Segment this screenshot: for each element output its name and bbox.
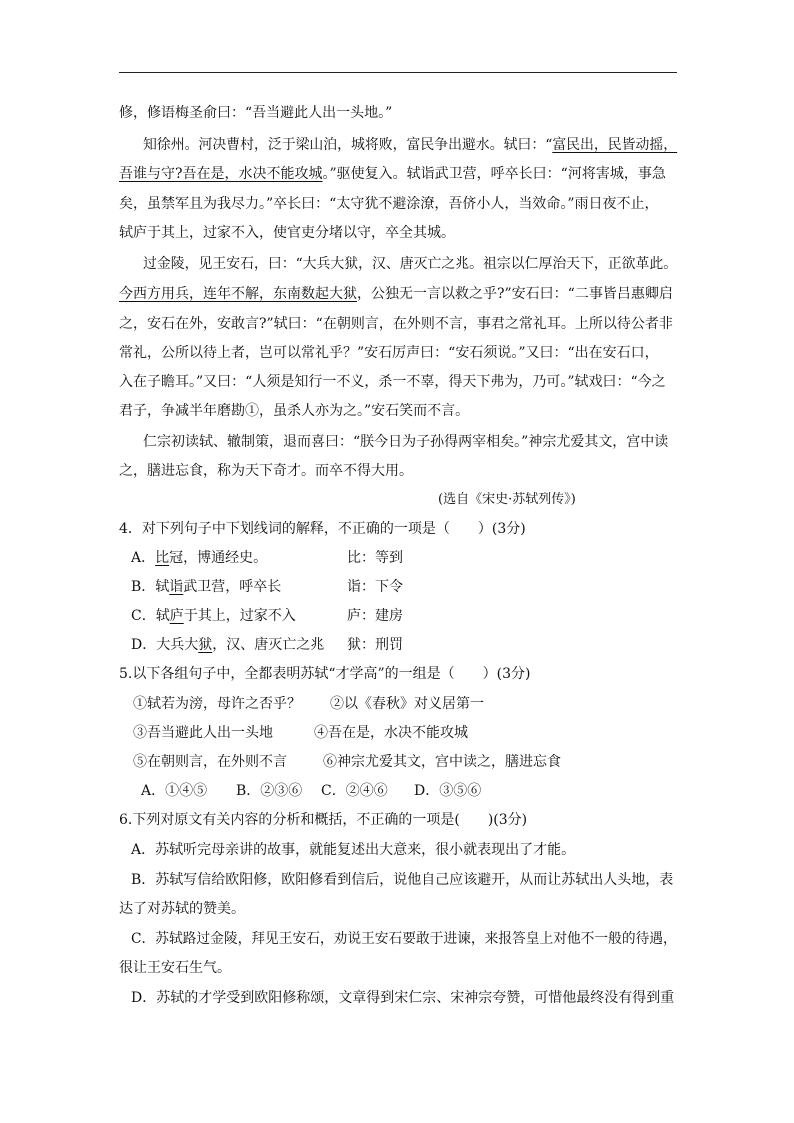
passage-line: 知徐州。河决曹村，泛于梁山泊，城将败，富民争出避水。轼曰：“富民出，民皆动摇， bbox=[143, 137, 678, 153]
q5-item: ②以《春秋》对义居第一 bbox=[330, 696, 484, 712]
passage-line: 君子，争减半年磨勘①，虽杀人亦为之。”安石笑而不言。 bbox=[119, 403, 470, 419]
header-rule bbox=[119, 72, 677, 73]
passage-line: 今西方用兵，连年不解，东南数起大狱，公独无一言以救之乎?”安石曰：“二事皆吕惠卿启 bbox=[119, 286, 673, 302]
q5-item: ⑥神宗尤爱其文，宫中读之，膳进忘食 bbox=[323, 754, 561, 770]
passage-line: 轼庐于其上，过家不入，使官吏分堵以守，卒全其城。 bbox=[119, 225, 455, 241]
source-citation: (选自《宋史·苏轼列传》) bbox=[438, 492, 576, 507]
passage-line: 之，安石在外，安敢言?”轼曰：“在朝则言，在外则不言，事君之常礼耳。上所以待公者非 bbox=[119, 316, 673, 332]
q5-item: ④吾在是，水决不能攻城 bbox=[314, 725, 468, 741]
q5-stem: 5.以下各组句子中，全都表明苏轼“才学高”的一组是（ ）(3分) bbox=[119, 666, 531, 682]
q4-gloss-b: 诣：下令 bbox=[347, 579, 403, 595]
q4-gloss-c: 庐：建房 bbox=[347, 608, 403, 624]
q4-gloss-d: 狱：刑罚 bbox=[347, 637, 403, 653]
underlined-phrase: 吾谁与守?吾在是，水决不能 bbox=[119, 166, 295, 182]
q6-option-c-cont: 很让王安石生气。 bbox=[119, 960, 231, 976]
underlined-phrase: 富民出，民皆动摇， bbox=[552, 137, 678, 153]
passage-line: 修，修语梅圣俞曰：“吾当避此人出一头地。” bbox=[119, 105, 393, 121]
passage-line: 之，膳进忘食，称为天下奇才。而卒不得大用。 bbox=[119, 463, 413, 479]
passage-line: 入在子瞻耳。”又曰：“人须是知行一不义，杀一不辜，得天下弗为，乃可。”轼戏曰：“今之 bbox=[119, 374, 666, 390]
passage-line: 过金陵，见王安石，曰：“大兵大狱，汉、唐灭亡之兆。祖宗以仁厚治天下，正欲革此。 bbox=[143, 256, 678, 272]
q6-option-a: A．苏轼听完母亲讲的故事，就能复述出大意来，很小就表现出了才能。 bbox=[131, 842, 576, 858]
q5-answer-d: D．③⑤⑥ bbox=[414, 783, 482, 799]
q5-item: ③吾当避此人出一头地 bbox=[133, 725, 273, 741]
q4-option-d: D．大兵大狱，汉、唐灭亡之兆 bbox=[131, 637, 325, 653]
underlined-phrase: 攻城 bbox=[294, 166, 323, 182]
q6-option-b: B．苏轼写信给欧阳修，欧阳修看到信后，说他自己应该避开，从而让苏轼出人头地，表 bbox=[131, 872, 674, 888]
q6-option-d: D．苏轼的才学受到欧阳修称颂，文章得到宋仁宗、宋神宗夸赞，可惜他最终没有得到重 bbox=[131, 990, 675, 1006]
passage-line: 仁宗初读轼、辙制策，退而喜曰：“朕今日为子孙得两宰相矣。”神宗尤爱其文，宫中读 bbox=[143, 434, 669, 450]
q4-stem: 4．对下列句子中下划线词的解释，不正确的一项是（ ）(3分) bbox=[119, 521, 526, 537]
q4-option-c: C．轼庐于其上，过家不入 bbox=[131, 608, 296, 624]
q4-gloss-a: 比：等到 bbox=[347, 550, 403, 566]
q6-stem: 6.下列对原文有关内容的分析和概括，不正确的一项是( )(3分) bbox=[119, 812, 528, 828]
q4-option-b: B．轼诣武卫营，呼卒长 bbox=[131, 579, 282, 595]
q5-answer-b: B．②③⑥ bbox=[236, 783, 303, 799]
q6-option-c: C．苏轼路过金陵，拜见王安石，劝说王安石要敢于进谏，来报答皇上对他不一般的待遇， bbox=[131, 931, 677, 947]
passage-line: 常礼，公所以待上者，岂可以常礼乎？”安石厉声曰：“安石须说。”又曰：“出在安石口， bbox=[119, 345, 659, 361]
passage-line: 吾谁与守?吾在是，水决不能攻城。”驱使复入。轼诣武卫营，呼卒长曰：“河将害城，事急 bbox=[119, 166, 666, 182]
passage-line: 矣，虽禁军且为我尽力。”卒长曰：“太守犹不避涂潦，吾侪小人，当效命。”雨日夜不止， bbox=[119, 196, 659, 212]
q5-answer-c: C．②④⑥ bbox=[321, 783, 388, 799]
q4-option-a: A．比冠，博通经史。 bbox=[131, 550, 268, 566]
underlined-phrase: 今西方用兵，连年不解，东南数起大狱 bbox=[119, 286, 357, 302]
q6-option-b-cont: 达了对苏轼的赞美。 bbox=[119, 901, 245, 917]
q5-answer-a: A．①④⑤ bbox=[141, 783, 208, 799]
q5-item: ⑤在朝则言，在外则不言 bbox=[133, 754, 287, 770]
q5-item: ①轼若为滂，母许之否乎？ bbox=[133, 696, 301, 712]
